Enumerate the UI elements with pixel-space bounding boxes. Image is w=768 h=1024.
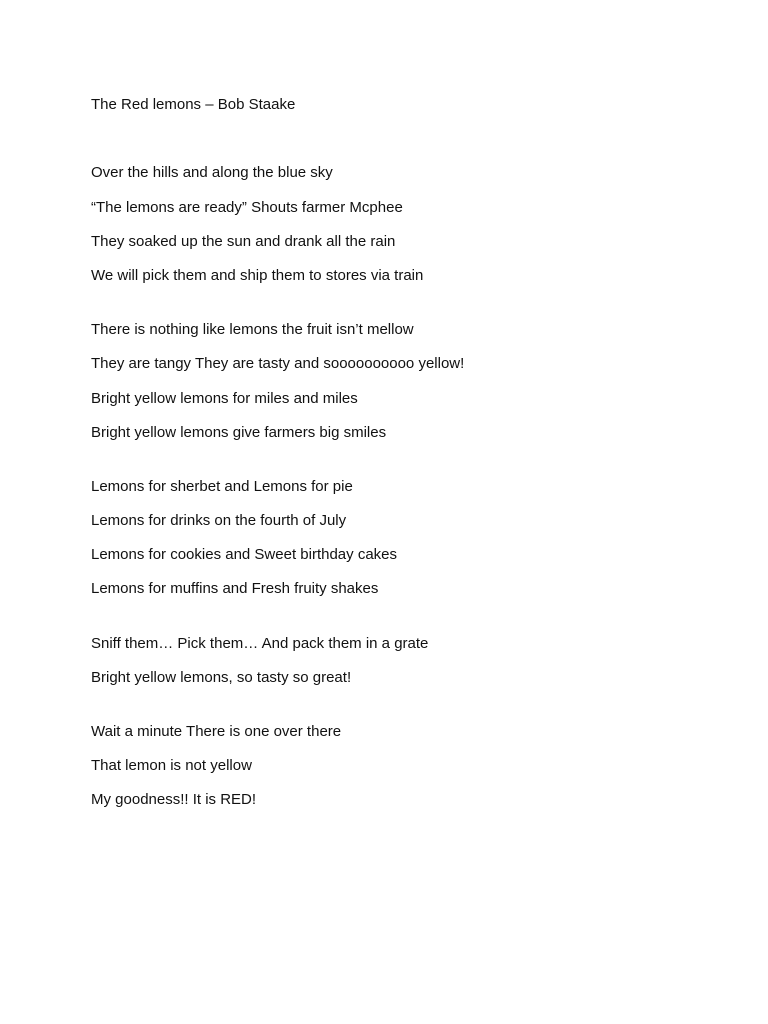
stanza-1: [91, 163, 711, 286]
poem-line: Bright yellow lemons, so tasty so great!: [91, 668, 352, 686]
poem-line: They soaked up the sun and drank all the rain: [91, 232, 396, 250]
stanza-4: [91, 634, 711, 688]
poem-line: Bright yellow lemons for miles and miles: [91, 389, 358, 407]
stanza-5: [91, 722, 711, 810]
poem-line: Sniff them… Pick them… And pack them in a grate: [91, 634, 429, 652]
poem-title: The Red lemons – Bob Staake: [91, 96, 296, 113]
document-body: [91, 95, 711, 845]
poem-line: Lemons for muffins and Fresh fruity shakes: [91, 580, 379, 598]
poem-line: My goodness!! It is RED!: [91, 791, 257, 809]
poem-line: We will pick them and ship them to stores via train: [91, 266, 424, 284]
poem-line: Lemons for drinks on the fourth of July: [91, 512, 347, 530]
stanza-3: [91, 477, 711, 600]
poem-line: They are tangy They are tasty and soooooooooo yellow!: [91, 355, 465, 373]
poem-line: “The lemons are ready” Shouts farmer Mcphee: [91, 198, 403, 216]
poem-line: Over the hills and along the blue sky: [91, 164, 333, 182]
poem-line: Wait a minute There is one over there: [91, 723, 342, 741]
poem-line: That lemon is not yellow: [91, 757, 252, 775]
poem-line: Bright yellow lemons give farmers big smiles: [91, 423, 387, 441]
poem-line: Lemons for sherbet and Lemons for pie: [91, 477, 353, 495]
stanza-2: [91, 320, 711, 443]
poem-line: Lemons for cookies and Sweet birthday cakes: [91, 546, 397, 564]
poem-line: There is nothing like lemons the fruit isn’t mellow: [91, 321, 414, 339]
